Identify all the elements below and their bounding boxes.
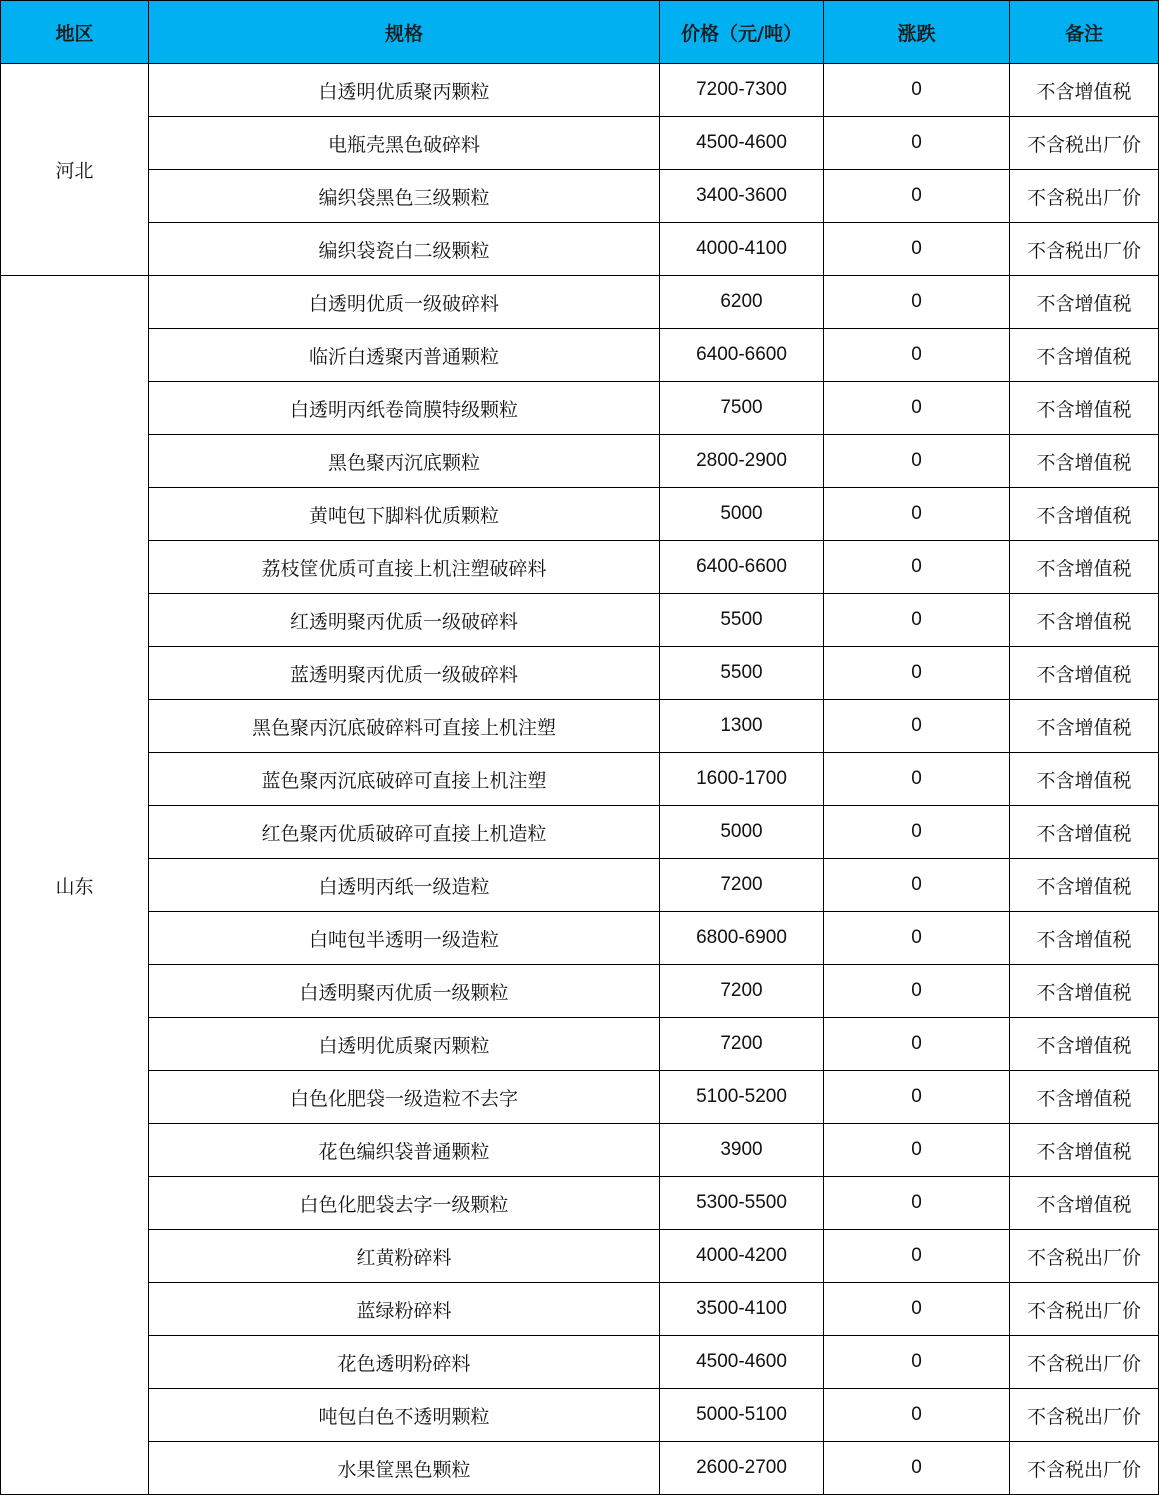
- table-row: [1, 859, 1159, 912]
- table-row: [1, 1124, 1159, 1177]
- change-cell: 0: [824, 1230, 1010, 1283]
- change-cell: 0: [824, 965, 1010, 1018]
- price-cell: 2600-2700: [660, 1442, 824, 1495]
- change-cell: 0: [824, 1177, 1010, 1230]
- price-cell: 7200-7300: [660, 64, 824, 117]
- table-row: [1, 329, 1159, 382]
- note-cell: 不含增值税: [1010, 1071, 1159, 1124]
- change-cell: 0: [824, 329, 1010, 382]
- note-cell: 不含增值税: [1010, 700, 1159, 753]
- spec-cell: 白吨包半透明一级造粒: [149, 912, 660, 965]
- table-row: [1, 541, 1159, 594]
- price-cell: 6800-6900: [660, 912, 824, 965]
- price-cell: 5300-5500: [660, 1177, 824, 1230]
- price-cell: 7500: [660, 382, 824, 435]
- header-note: 备注: [1010, 1, 1159, 64]
- change-cell: 0: [824, 859, 1010, 912]
- change-cell: 0: [824, 806, 1010, 859]
- note-cell: 不含增值税: [1010, 1018, 1159, 1071]
- change-cell: 0: [824, 1389, 1010, 1442]
- table-row: [1, 1230, 1159, 1283]
- note-cell: 不含增值税: [1010, 382, 1159, 435]
- note-cell: 不含增值税: [1010, 859, 1159, 912]
- price-cell: 3400-3600: [660, 170, 824, 223]
- change-cell: 0: [824, 1124, 1010, 1177]
- spec-cell: 白透明丙纸卷筒膜特级颗粒: [149, 382, 660, 435]
- spec-cell: 白透明丙纸一级造粒: [149, 859, 660, 912]
- change-cell: 0: [824, 223, 1010, 276]
- table-body: [1, 64, 1159, 1495]
- change-cell: 0: [824, 912, 1010, 965]
- note-cell: 不含税出厂价: [1010, 1283, 1159, 1336]
- price-cell: 5500: [660, 647, 824, 700]
- table-row: [1, 965, 1159, 1018]
- table-row: [1, 753, 1159, 806]
- spec-cell: 红透明聚丙优质一级破碎料: [149, 594, 660, 647]
- price-cell: 3900: [660, 1124, 824, 1177]
- price-cell: 5100-5200: [660, 1071, 824, 1124]
- change-cell: 0: [824, 1442, 1010, 1495]
- spec-cell: 花色透明粉碎料: [149, 1336, 660, 1389]
- header-spec: 规格: [149, 1, 660, 64]
- price-cell: 2800-2900: [660, 435, 824, 488]
- price-cell: 4500-4600: [660, 117, 824, 170]
- spec-cell: 白色化肥袋去字一级颗粒: [149, 1177, 660, 1230]
- price-cell: 7200: [660, 965, 824, 1018]
- note-cell: 不含税出厂价: [1010, 1336, 1159, 1389]
- change-cell: 0: [824, 382, 1010, 435]
- region-cell: 河北: [1, 64, 149, 276]
- table-row: [1, 594, 1159, 647]
- price-cell: 5000: [660, 806, 824, 859]
- table-row: [1, 64, 1159, 117]
- table-row: [1, 647, 1159, 700]
- spec-cell: 白透明优质聚丙颗粒: [149, 1018, 660, 1071]
- spec-cell: 白透明优质一级破碎料: [149, 276, 660, 329]
- change-cell: 0: [824, 435, 1010, 488]
- header-row: [1, 1, 1159, 64]
- note-cell: 不含增值税: [1010, 753, 1159, 806]
- change-cell: 0: [824, 1283, 1010, 1336]
- table-row: [1, 276, 1159, 329]
- price-cell: 1300: [660, 700, 824, 753]
- spec-cell: 黑色聚丙沉底颗粒: [149, 435, 660, 488]
- change-cell: 0: [824, 170, 1010, 223]
- note-cell: 不含增值税: [1010, 806, 1159, 859]
- table-row: [1, 1071, 1159, 1124]
- note-cell: 不含增值税: [1010, 329, 1159, 382]
- price-cell: 4500-4600: [660, 1336, 824, 1389]
- price-cell: 5500: [660, 594, 824, 647]
- table-row: [1, 1018, 1159, 1071]
- price-cell: 4000-4200: [660, 1230, 824, 1283]
- spec-cell: 蓝透明聚丙优质一级破碎料: [149, 647, 660, 700]
- change-cell: 0: [824, 541, 1010, 594]
- spec-cell: 吨包白色不透明颗粒: [149, 1389, 660, 1442]
- spec-cell: 红色聚丙优质破碎可直接上机造粒: [149, 806, 660, 859]
- note-cell: 不含增值税: [1010, 912, 1159, 965]
- table-row: [1, 223, 1159, 276]
- table-row: [1, 1336, 1159, 1389]
- spec-cell: 黑色聚丙沉底破碎料可直接上机注塑: [149, 700, 660, 753]
- price-cell: 7200: [660, 859, 824, 912]
- note-cell: 不含税出厂价: [1010, 1442, 1159, 1495]
- change-cell: 0: [824, 64, 1010, 117]
- price-cell: 6400-6600: [660, 329, 824, 382]
- price-cell: 3500-4100: [660, 1283, 824, 1336]
- note-cell: 不含税出厂价: [1010, 1389, 1159, 1442]
- spec-cell: 花色编织袋普通颗粒: [149, 1124, 660, 1177]
- note-cell: 不含增值税: [1010, 965, 1159, 1018]
- spec-cell: 编织袋黑色三级颗粒: [149, 170, 660, 223]
- note-cell: 不含税出厂价: [1010, 170, 1159, 223]
- price-cell: 5000-5100: [660, 1389, 824, 1442]
- change-cell: 0: [824, 488, 1010, 541]
- table-row: [1, 806, 1159, 859]
- change-cell: 0: [824, 647, 1010, 700]
- table-row: [1, 435, 1159, 488]
- change-cell: 0: [824, 700, 1010, 753]
- table-row: [1, 488, 1159, 541]
- spec-cell: 临沂白透聚丙普通颗粒: [149, 329, 660, 382]
- price-cell: 6400-6600: [660, 541, 824, 594]
- price-cell: 4000-4100: [660, 223, 824, 276]
- note-cell: 不含增值税: [1010, 594, 1159, 647]
- table-row: [1, 382, 1159, 435]
- table-row: [1, 912, 1159, 965]
- price-cell: 7200: [660, 1018, 824, 1071]
- table-row: [1, 1283, 1159, 1336]
- table-row: [1, 1442, 1159, 1495]
- change-cell: 0: [824, 1336, 1010, 1389]
- spec-cell: 编织袋瓷白二级颗粒: [149, 223, 660, 276]
- spec-cell: 蓝绿粉碎料: [149, 1283, 660, 1336]
- change-cell: 0: [824, 594, 1010, 647]
- price-cell: 1600-1700: [660, 753, 824, 806]
- note-cell: 不含增值税: [1010, 435, 1159, 488]
- note-cell: 不含增值税: [1010, 1124, 1159, 1177]
- table-row: [1, 170, 1159, 223]
- change-cell: 0: [824, 117, 1010, 170]
- spec-cell: 黄吨包下脚料优质颗粒: [149, 488, 660, 541]
- note-cell: 不含税出厂价: [1010, 223, 1159, 276]
- spec-cell: 荔枝筐优质可直接上机注塑破碎料: [149, 541, 660, 594]
- table-row: [1, 117, 1159, 170]
- spec-cell: 水果筐黑色颗粒: [149, 1442, 660, 1495]
- note-cell: 不含增值税: [1010, 541, 1159, 594]
- change-cell: 0: [824, 276, 1010, 329]
- change-cell: 0: [824, 1018, 1010, 1071]
- spec-cell: 电瓶壳黑色破碎料: [149, 117, 660, 170]
- spec-cell: 红黄粉碎料: [149, 1230, 660, 1283]
- note-cell: 不含增值税: [1010, 276, 1159, 329]
- region-cell: 山东: [1, 276, 149, 1495]
- note-cell: 不含增值税: [1010, 647, 1159, 700]
- change-cell: 0: [824, 1071, 1010, 1124]
- price-cell: 6200: [660, 276, 824, 329]
- table-row: [1, 1177, 1159, 1230]
- note-cell: 不含税出厂价: [1010, 117, 1159, 170]
- price-cell: 5000: [660, 488, 824, 541]
- spec-cell: 白色化肥袋一级造粒不去字: [149, 1071, 660, 1124]
- table-row: [1, 1389, 1159, 1442]
- table-row: [1, 700, 1159, 753]
- spec-cell: 白透明优质聚丙颗粒: [149, 64, 660, 117]
- header-change: 涨跌: [824, 1, 1010, 64]
- header-region: 地区: [1, 1, 149, 64]
- note-cell: 不含增值税: [1010, 64, 1159, 117]
- header-price: 价格（元/吨）: [660, 1, 824, 64]
- spec-cell: 白透明聚丙优质一级颗粒: [149, 965, 660, 1018]
- note-cell: 不含税出厂价: [1010, 1230, 1159, 1283]
- note-cell: 不含增值税: [1010, 488, 1159, 541]
- spec-cell: 蓝色聚丙沉底破碎可直接上机注塑: [149, 753, 660, 806]
- change-cell: 0: [824, 753, 1010, 806]
- note-cell: 不含增值税: [1010, 1177, 1159, 1230]
